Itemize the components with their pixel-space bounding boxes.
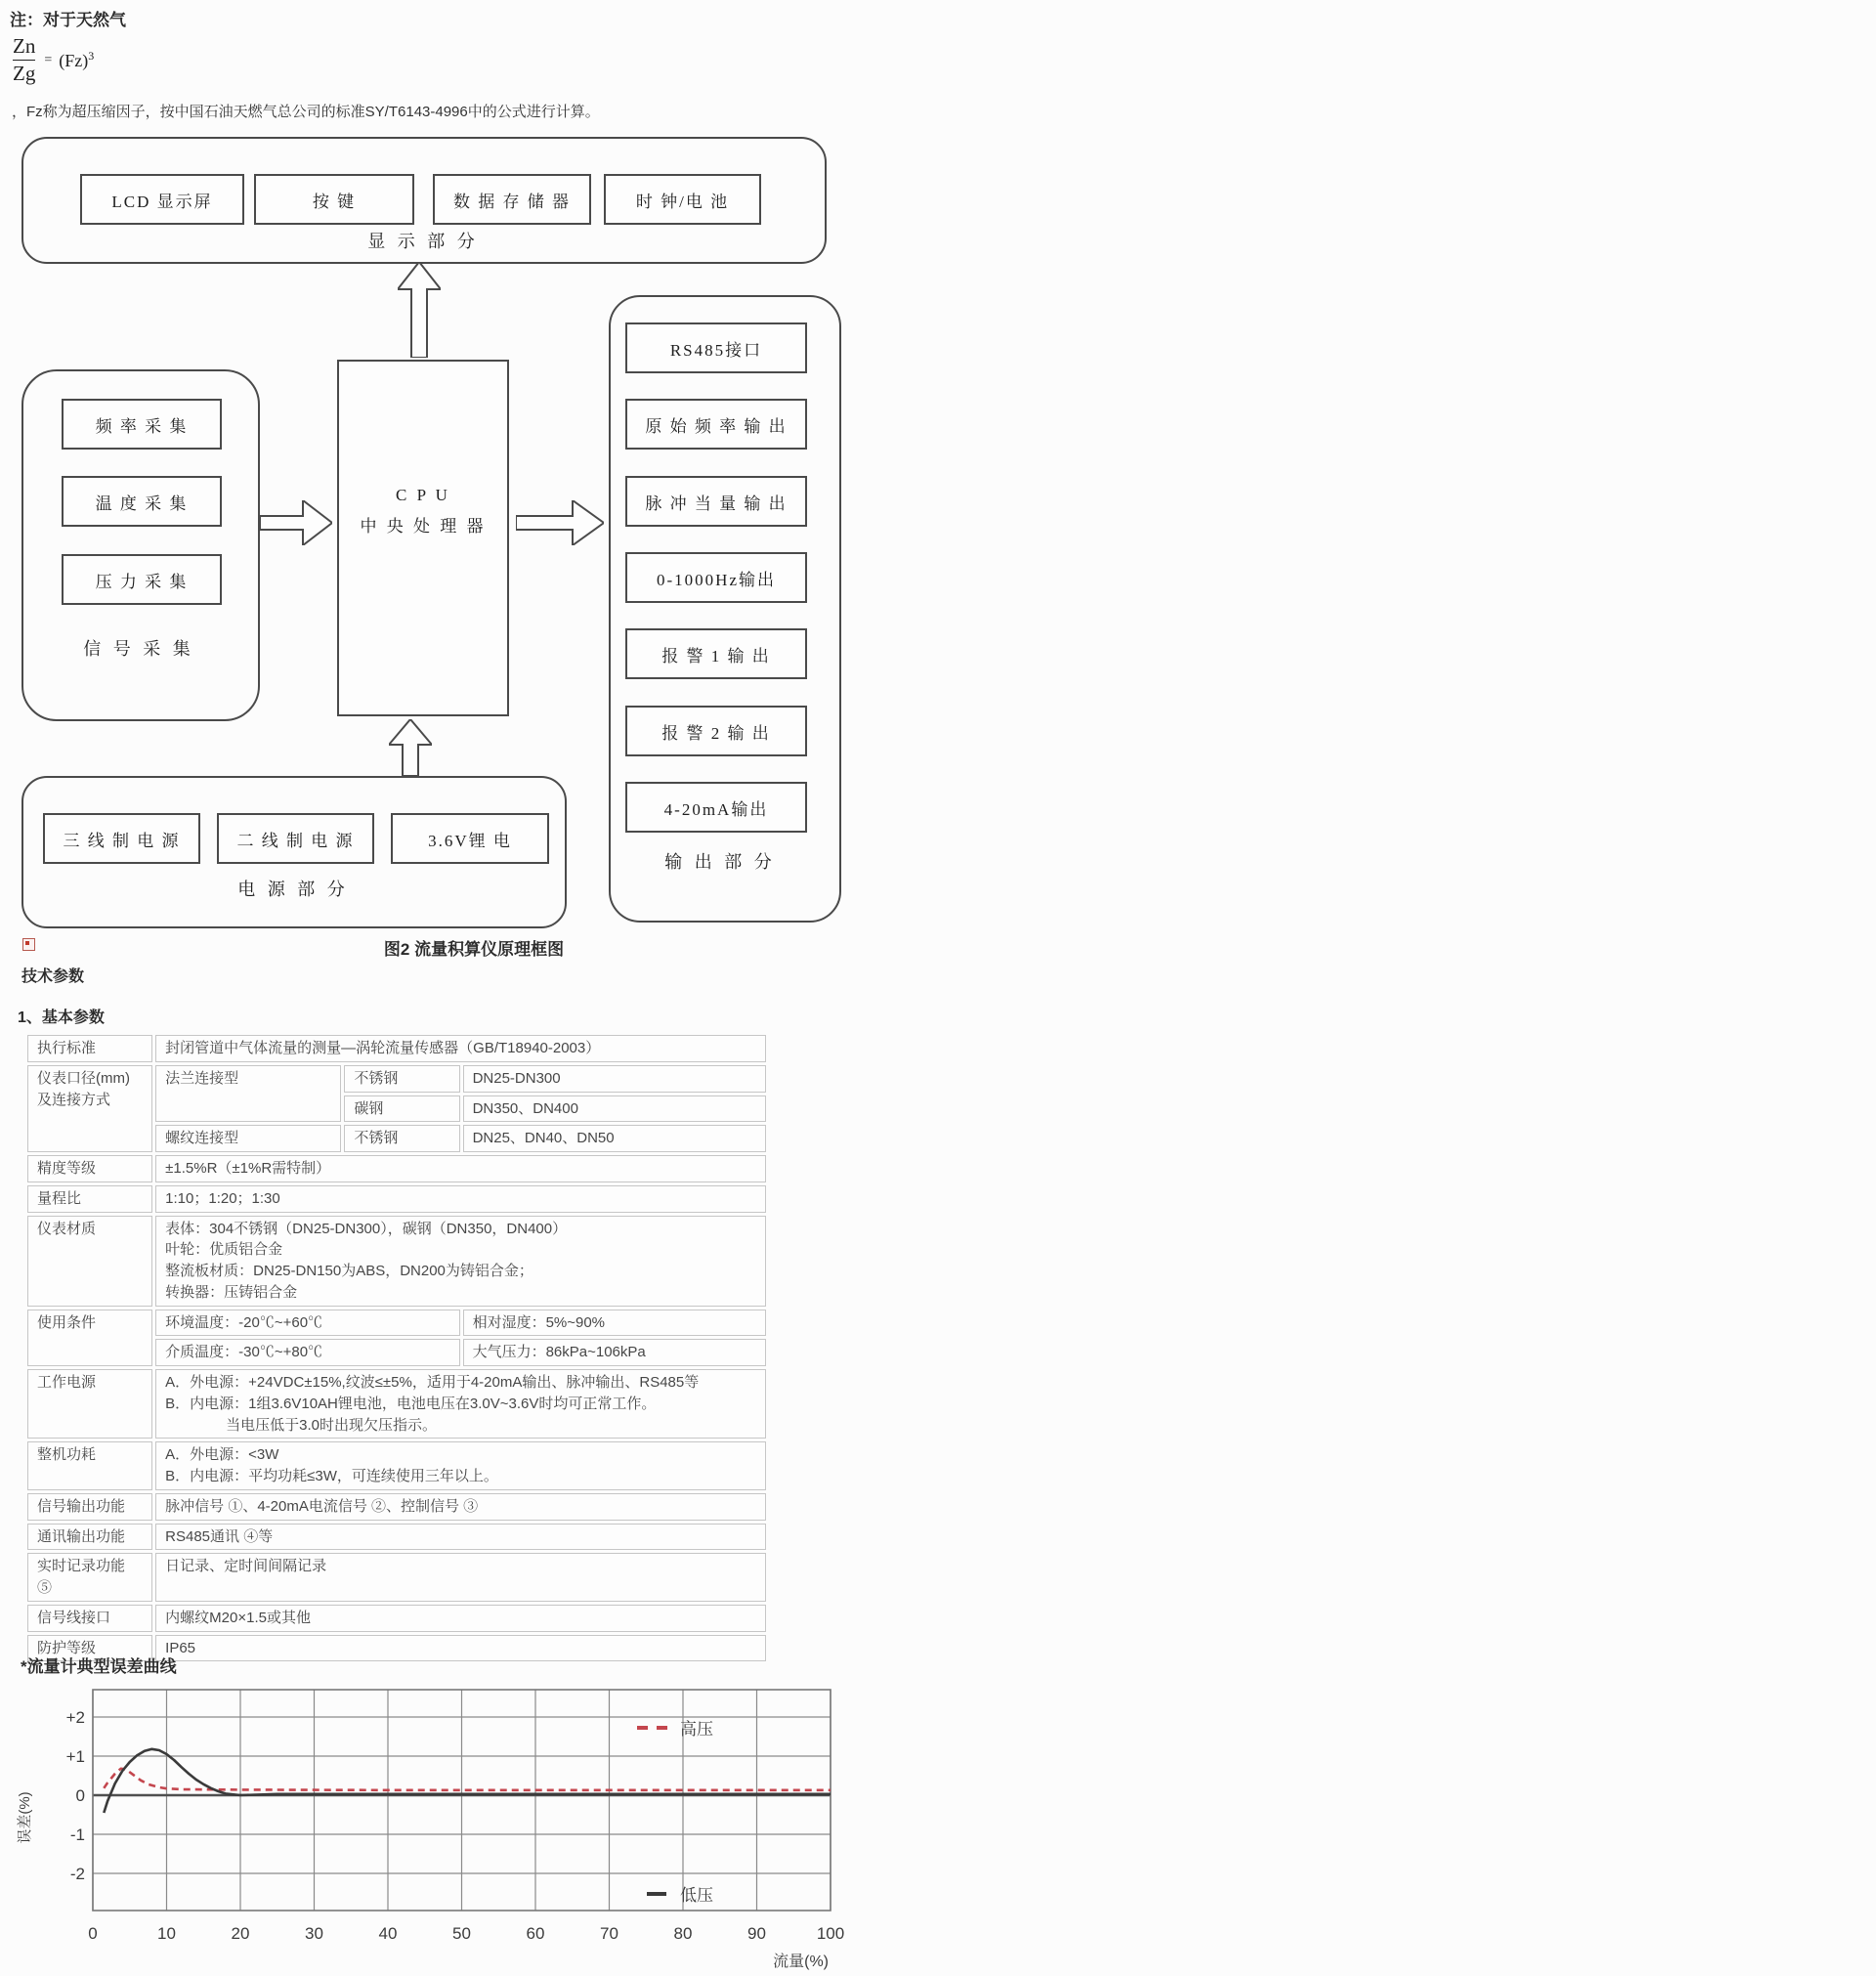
- output-section-label: 输 出 部 分: [664, 852, 776, 872]
- error-curve-chart: [0, 1661, 860, 1976]
- spec-value-accuracy: ±1.5%R（±1%R需特制）: [155, 1155, 766, 1182]
- spec-flange-cs: 碳钢: [344, 1095, 459, 1123]
- x-tick-label: 40: [378, 1924, 398, 1943]
- spec-label-record: 实时记录功能 ⑤: [27, 1553, 152, 1602]
- table-row: [27, 1553, 766, 1602]
- cpu-label-line1: C P U: [396, 485, 450, 504]
- diagram-box-rs485: RS485接口: [625, 322, 807, 373]
- legend-label: 高压: [680, 1720, 713, 1739]
- y-tick-label: +2: [65, 1708, 85, 1727]
- table-row: [27, 1155, 766, 1182]
- table-row: [27, 1035, 766, 1062]
- display-section-label: 显 示 部 分: [367, 232, 479, 251]
- spec-value-comm-out: RS485通讯 ④等: [155, 1524, 766, 1551]
- broken-image-icon: [22, 938, 35, 951]
- spec-label-standard: 执行标准: [27, 1035, 152, 1062]
- table-row: [27, 1493, 766, 1521]
- x-tick-label: 10: [157, 1924, 176, 1943]
- diameter-label-line1: 仪表口径(mm): [37, 1069, 130, 1087]
- y-tick-label: -2: [69, 1865, 85, 1883]
- table-row: [27, 1369, 766, 1439]
- spec-thread-ss: 不锈钢: [344, 1125, 459, 1152]
- legend-label: 低压: [680, 1886, 713, 1905]
- material-line: 整流板材质：DN25-DN150为ABS，DN200为铸铝合金；: [165, 1263, 533, 1279]
- spec-ambient-temp: 环境温度：-20℃~+60℃: [155, 1310, 459, 1337]
- material-line: 转换器：压铸铝合金: [165, 1283, 298, 1301]
- diagram-box-frequency: 频 率 采 集: [62, 399, 222, 450]
- arrow-up-cpu-to-display: [398, 262, 441, 358]
- table-row: [27, 1310, 766, 1337]
- spec-value-standard: 封闭管道中气体流量的测量—涡轮流量传感器（GB/T18940-2003）: [155, 1035, 766, 1062]
- series-high-pressure: [104, 1769, 831, 1790]
- spec-value-protection: IP65: [155, 1635, 766, 1662]
- diagram-box-2wire: 二 线 制 电 源: [217, 813, 374, 864]
- spec-label-turndown: 量程比: [27, 1185, 152, 1213]
- spec-value-material: [155, 1216, 766, 1307]
- arrow-up-power-to-cpu: [389, 719, 432, 776]
- spec-atm-pressure: 大气压力：86kPa~106kPa: [463, 1339, 766, 1366]
- spec-medium-temp: 介质温度：-30℃~+80℃: [155, 1339, 459, 1366]
- arrow-right-cpu-to-output: [516, 500, 604, 545]
- x-tick-label: 0: [88, 1924, 98, 1943]
- power-line: 当电压低于3.0时出现欠压指示。: [226, 1416, 438, 1434]
- x-tick-label: 30: [305, 1924, 323, 1943]
- diameter-label-line2: 及连接方式: [37, 1091, 111, 1108]
- diagram-box-pressure: 压 力 采 集: [62, 554, 222, 605]
- x-axis-title: 流量(%): [773, 1954, 829, 1970]
- spec-value-signal-out: 脉冲信号 ①、4-20mA电流信号 ②、控制信号 ③: [155, 1493, 766, 1521]
- power-line: B．内电源：1组3.6V10AH锂电池，电池电压在3.0V~3.6V时均可正常工作。: [165, 1395, 657, 1412]
- spec-value-record: 日记录、定时间间隔记录: [155, 1553, 766, 1602]
- signal-section-label: 信 号 采 集: [83, 639, 194, 659]
- chart-title: *流量计典型误差曲线: [21, 1657, 177, 1676]
- spec-label-consumption: 整机功耗: [27, 1441, 152, 1490]
- x-tick-label: 100: [816, 1924, 845, 1943]
- cpu-label-line2: 中 央 处 理 器: [360, 517, 487, 536]
- y-tick-label: -1: [69, 1826, 85, 1844]
- spec-table: [24, 1032, 769, 1664]
- spec-label-conditions: 使用条件: [27, 1310, 152, 1367]
- spec-table-wrapper: [24, 1032, 769, 1664]
- material-line: 表体：304不锈钢（DN25-DN300），碳钢（DN350，DN400）: [165, 1220, 568, 1237]
- formula-equals: =: [44, 52, 53, 67]
- spec-value-power: [155, 1369, 766, 1439]
- spec-flange-ss-range: DN25-DN300: [463, 1065, 766, 1093]
- diagram-box-4-20ma: 4-20mA输出: [625, 782, 807, 833]
- y-tick-label: +1: [65, 1747, 85, 1766]
- y-axis-title: 误差(%): [17, 1791, 33, 1844]
- figure-caption: 图2 流量积算仪原理框图: [383, 940, 565, 959]
- spec-label-accuracy: 精度等级: [27, 1155, 152, 1182]
- table-row: [27, 1605, 766, 1632]
- diagram-box-3wire: 三 线 制 电 源: [43, 813, 200, 864]
- spec-label-material: 仪表材质: [27, 1216, 152, 1307]
- principle-diagram: [0, 0, 860, 977]
- power-section-label: 电 源 部 分: [237, 880, 349, 899]
- material-line: 叶轮：优质铝合金: [165, 1241, 283, 1259]
- diagram-box-clock: 时 钟/电 池: [604, 174, 761, 225]
- diagram-box-lithium: 3.6V锂 电: [391, 813, 549, 864]
- diagram-box-alarm1: 报 警 1 输 出: [625, 628, 807, 679]
- spec-value-consumption: [155, 1441, 766, 1490]
- table-row: [27, 1524, 766, 1551]
- tech-params-heading: 技术参数: [21, 968, 85, 985]
- power-line: A．外电源：+24VDC±15%,纹波≤±5%，适用于4-20mA输出、脉冲输出、RS485等: [165, 1374, 700, 1391]
- x-tick-label: 20: [231, 1924, 250, 1943]
- spec-value-signal-port: 内螺纹M20×1.5或其他: [155, 1605, 766, 1632]
- consumption-line: A．外电源：<3W: [165, 1446, 279, 1464]
- spec-label-signal-port: 信号线接口: [27, 1605, 152, 1632]
- diagram-box-keys: 按 键: [254, 174, 414, 225]
- formula-numerator: Zn: [13, 34, 36, 58]
- spec-label-comm-out: 通讯输出功能: [27, 1524, 152, 1551]
- diagram-box-storage: 数 据 存 储 器: [433, 174, 591, 225]
- basic-params-subheading: 1、基本参数: [18, 1009, 105, 1026]
- spec-thread-type: 螺纹连接型: [155, 1125, 341, 1152]
- diagram-box-lcd: LCD 显示屏: [80, 174, 244, 225]
- spec-flange-cs-range: DN350、DN400: [463, 1095, 766, 1123]
- series-low-pressure: [104, 1749, 831, 1813]
- spec-flange-ss: 不锈钢: [344, 1065, 459, 1093]
- table-row: [27, 1065, 766, 1093]
- table-row: [27, 1441, 766, 1490]
- spec-label-diameter: [27, 1065, 152, 1152]
- table-row: [27, 1216, 766, 1307]
- spec-value-turndown: 1:10；1:20；1:30: [155, 1185, 766, 1213]
- formula-denominator: Zg: [13, 62, 36, 86]
- cpu-box: [337, 360, 509, 716]
- spec-thread-ss-range: DN25、DN40、DN50: [463, 1125, 766, 1152]
- note-heading: 注：对于天然气: [10, 11, 126, 29]
- spec-humidity: 相对湿度：5%~90%: [463, 1310, 766, 1337]
- diagram-box-alarm2: 报 警 2 输 出: [625, 706, 807, 756]
- diagram-box-temperature: 温 度 采 集: [62, 476, 222, 527]
- x-tick-label: 80: [673, 1924, 693, 1943]
- spec-label-power: 工作电源: [27, 1369, 152, 1439]
- x-tick-label: 90: [747, 1924, 766, 1943]
- spec-label-protection: 防护等级: [27, 1635, 152, 1662]
- arrow-right-signal-to-cpu: [260, 500, 332, 545]
- note-description: ，Fz称为超压缩因子，按中国石油天燃气总公司的标准SY/T6143-4996中的公式进行计算。: [12, 104, 600, 120]
- spec-label-signal-out: 信号输出功能: [27, 1493, 152, 1521]
- diagram-box-rawfreq: 原 始 频 率 输 出: [625, 399, 807, 450]
- x-tick-label: 50: [452, 1924, 471, 1943]
- x-tick-label: 60: [526, 1924, 545, 1943]
- formula-rhs: $(Fz)^3$: [59, 49, 95, 71]
- x-tick-label: 70: [600, 1924, 618, 1943]
- diagram-box-pulse: 脉 冲 当 量 输 出: [625, 476, 807, 527]
- formula-exponent: 3: [88, 49, 95, 64]
- y-tick-label: 0: [75, 1786, 85, 1805]
- spec-flange-type: 法兰连接型: [155, 1065, 341, 1123]
- diagram-box-0-1000hz: 0-1000Hz输出: [625, 552, 807, 603]
- consumption-line: B．内电源：平均功耗≤3W，可连续使用三年以上。: [165, 1468, 498, 1484]
- table-row: [27, 1185, 766, 1213]
